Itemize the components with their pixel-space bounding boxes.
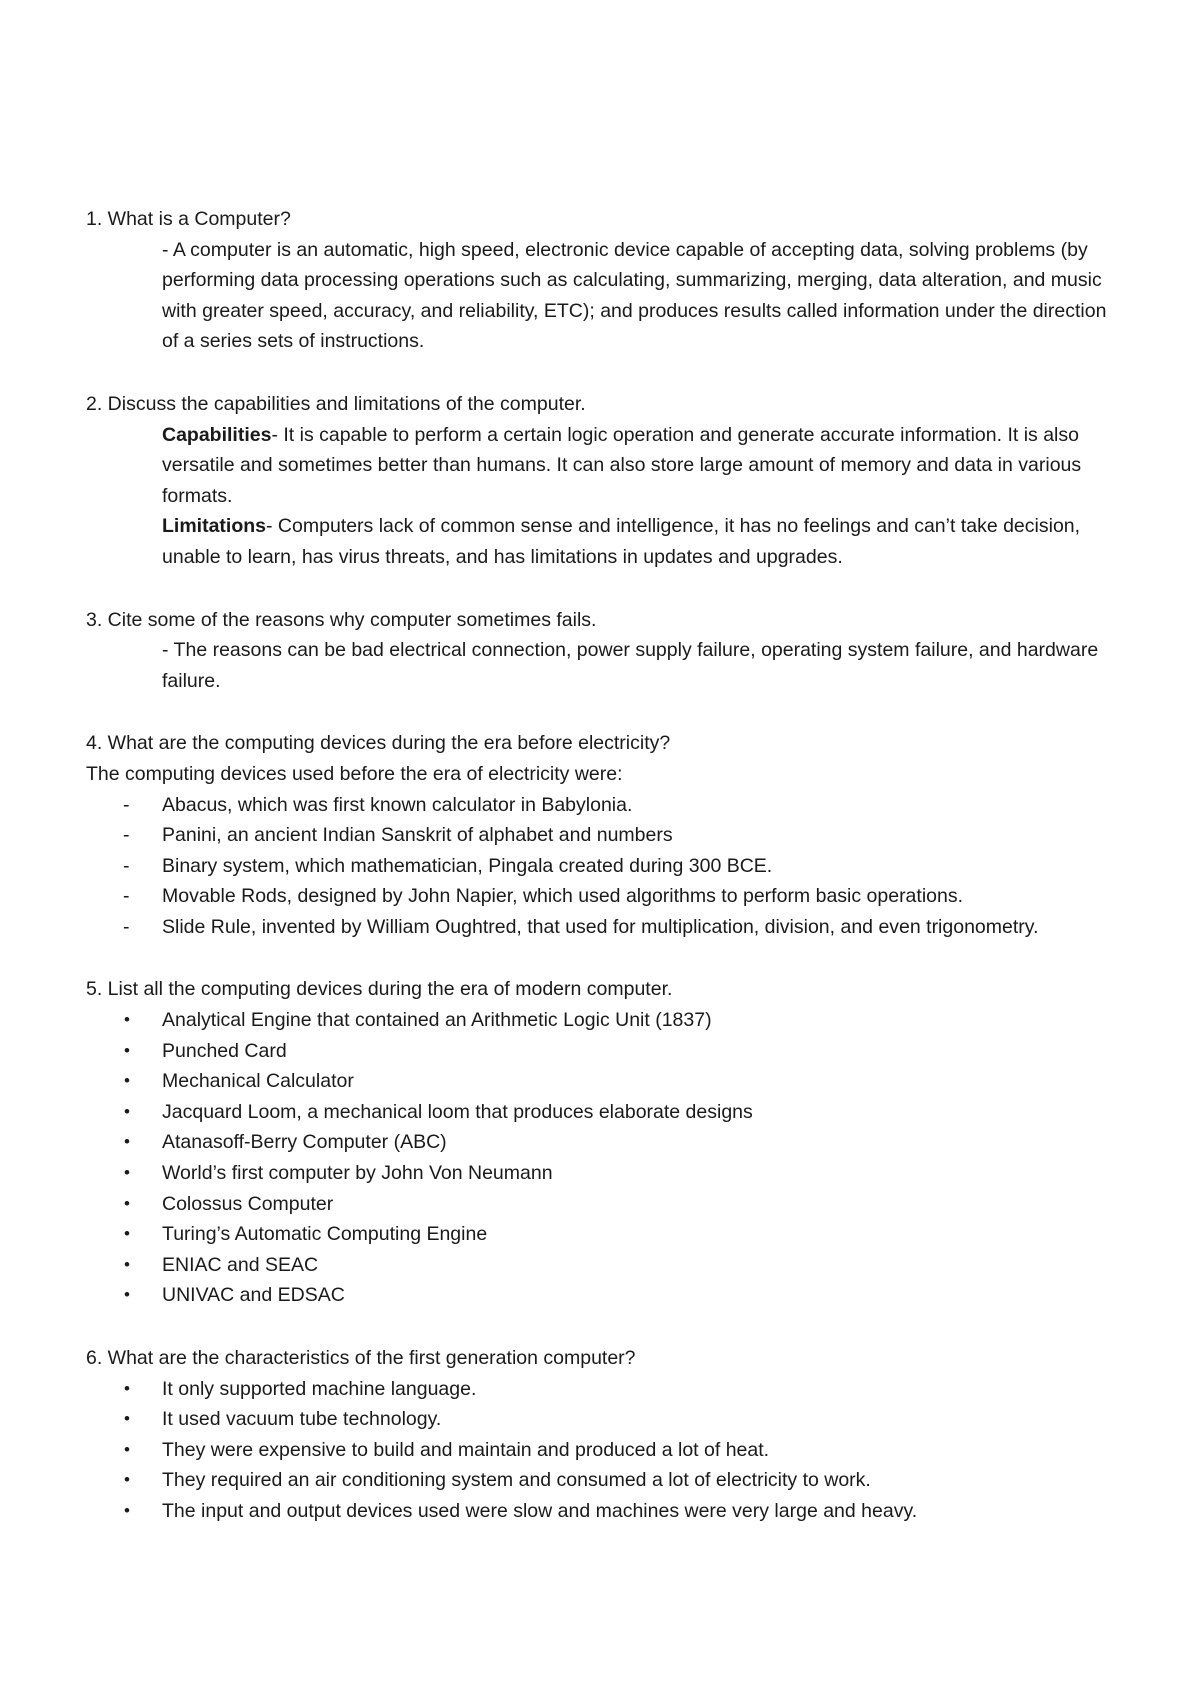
- list-item: • Colossus Computer: [86, 1189, 1126, 1220]
- list-item: - Panini, an ancient Indian Sanskrit of alphabet and numbers: [86, 820, 1126, 851]
- bullet-dot: •: [124, 1071, 130, 1091]
- question-3-heading: 3. Cite some of the reasons why computer sometimes fails.: [86, 608, 597, 631]
- question-2-section: [86, 389, 1126, 573]
- bullet-dot: •: [124, 1254, 130, 1274]
- bullet-dot: •: [124, 1224, 130, 1244]
- limitations-label: Limitations: [162, 515, 267, 538]
- capabilities-label: Capabilities: [162, 423, 272, 446]
- capabilities-text: - It is capable to perform a certain logic operation and generate accurate information. It is also versatile and sometimes better than humans. It can also store large amount of memory and data in various formats.: [162, 423, 1082, 507]
- list-item: - Movable Rods, designed by John Napier, which used algorithms to perform basic operations.: [86, 881, 1126, 912]
- list-item: • Atanasoff-Berry Computer (ABC): [86, 1127, 1126, 1158]
- bullet-dot: •: [124, 1040, 130, 1060]
- list-item: • It only supported machine language.: [86, 1374, 1126, 1405]
- list-item: - Abacus, which was first known calculator in Babylonia.: [86, 790, 1126, 821]
- bullet-dot: •: [124, 1500, 130, 1520]
- list-item: • They required an air conditioning system and consumed a lot of electricity to work.: [86, 1465, 1126, 1496]
- list-item: - Binary system, which mathematician, Pingala created during 300 BCE.: [86, 851, 1126, 882]
- bullet-dot: •: [124, 1132, 130, 1152]
- question-1-answer-block: [162, 235, 1126, 357]
- document-page: [86, 204, 1126, 1527]
- list-item: • Turing’s Automatic Computing Engine: [86, 1219, 1126, 1250]
- question-6-section: [86, 1343, 1126, 1527]
- question-6-heading: 6. What are the characteristics of the first generation computer?: [86, 1347, 636, 1369]
- limitations-paragraph: [162, 511, 1126, 572]
- list-item: • They were expensive to build and maintain and produced a lot of heat.: [86, 1435, 1126, 1466]
- question-2-answer-block: [162, 420, 1126, 573]
- dash-bullet: -: [123, 885, 130, 908]
- list-item: • The input and output devices used were slow and machines were very large and heavy.: [86, 1496, 1126, 1527]
- list-item: • Analytical Engine that contained an Arithmetic Logic Unit (1837): [86, 1005, 1126, 1036]
- capabilities-paragraph: [162, 420, 1126, 512]
- question-5-heading: 5. List all the computing devices during the era of modern computer.: [86, 978, 673, 1001]
- bullet-dot: •: [124, 1101, 130, 1121]
- dash-bullet: -: [123, 854, 130, 877]
- question-3-section: [86, 605, 1126, 697]
- question-1-heading: 1. What is a Computer?: [86, 208, 291, 230]
- limitations-text: - Computers lack of common sense and intelligence, it has no feelings and can’t take decision, unable to learn, has virus threats, and has limitations in updates and upgrades.: [162, 515, 1081, 568]
- dash-bullet: -: [123, 824, 130, 847]
- list-item: • UNIVAC and EDSAC: [86, 1280, 1126, 1311]
- bullet-dot: •: [124, 1439, 130, 1459]
- question-1-answer: - A computer is an automatic, high speed, electronic device capable of accepting data, solving problems (by performing data processing operations such as calculating, summarizing, merging, data alteration, and music with greater speed, accuracy, and reliability, ETC); and produces results called information under the direction of a series sets of instructions.: [162, 238, 1107, 353]
- list-item: • World’s first computer by John Von Neumann: [86, 1158, 1126, 1189]
- list-item: - Slide Rule, invented by William Oughtred, that used for multiplication, division, and even trigonometry.: [86, 912, 1126, 943]
- bullet-dot: •: [124, 1163, 130, 1183]
- question-3-answer: - The reasons can be bad electrical connection, power supply failure, operating system failure, and hardware failure.: [162, 639, 1099, 692]
- list-item: • It used vacuum tube technology.: [86, 1404, 1126, 1435]
- list-item: • Mechanical Calculator: [86, 1066, 1126, 1097]
- question-1-section: [86, 204, 1126, 357]
- list-item: • ENIAC and SEAC: [86, 1250, 1126, 1281]
- question-3-answer-block: [162, 635, 1126, 696]
- dash-bullet: -: [123, 793, 130, 816]
- bullet-dot: •: [124, 1193, 130, 1213]
- question-4-list: [86, 790, 1126, 943]
- list-item: • Jacquard Loom, a mechanical loom that produces elaborate designs: [86, 1097, 1126, 1128]
- question-5-list: [86, 1005, 1126, 1311]
- bullet-dot: •: [124, 1409, 130, 1429]
- bullet-dot: •: [124, 1285, 130, 1305]
- bullet-dot: •: [124, 1470, 130, 1490]
- dash-bullet: -: [123, 915, 130, 938]
- question-6-list: [86, 1374, 1126, 1527]
- bullet-dot: •: [124, 1010, 130, 1030]
- question-2-heading: 2. Discuss the capabilities and limitations of the computer.: [86, 392, 586, 415]
- list-item: • Punched Card: [86, 1036, 1126, 1067]
- question-4-heading: 4. What are the computing devices during the era before electricity?: [86, 732, 671, 755]
- bullet-dot: •: [124, 1378, 130, 1398]
- question-4-section: [86, 728, 1126, 942]
- question-4-intro: The computing devices used before the era of electricity were:: [86, 762, 623, 785]
- question-5-section: [86, 974, 1126, 1311]
